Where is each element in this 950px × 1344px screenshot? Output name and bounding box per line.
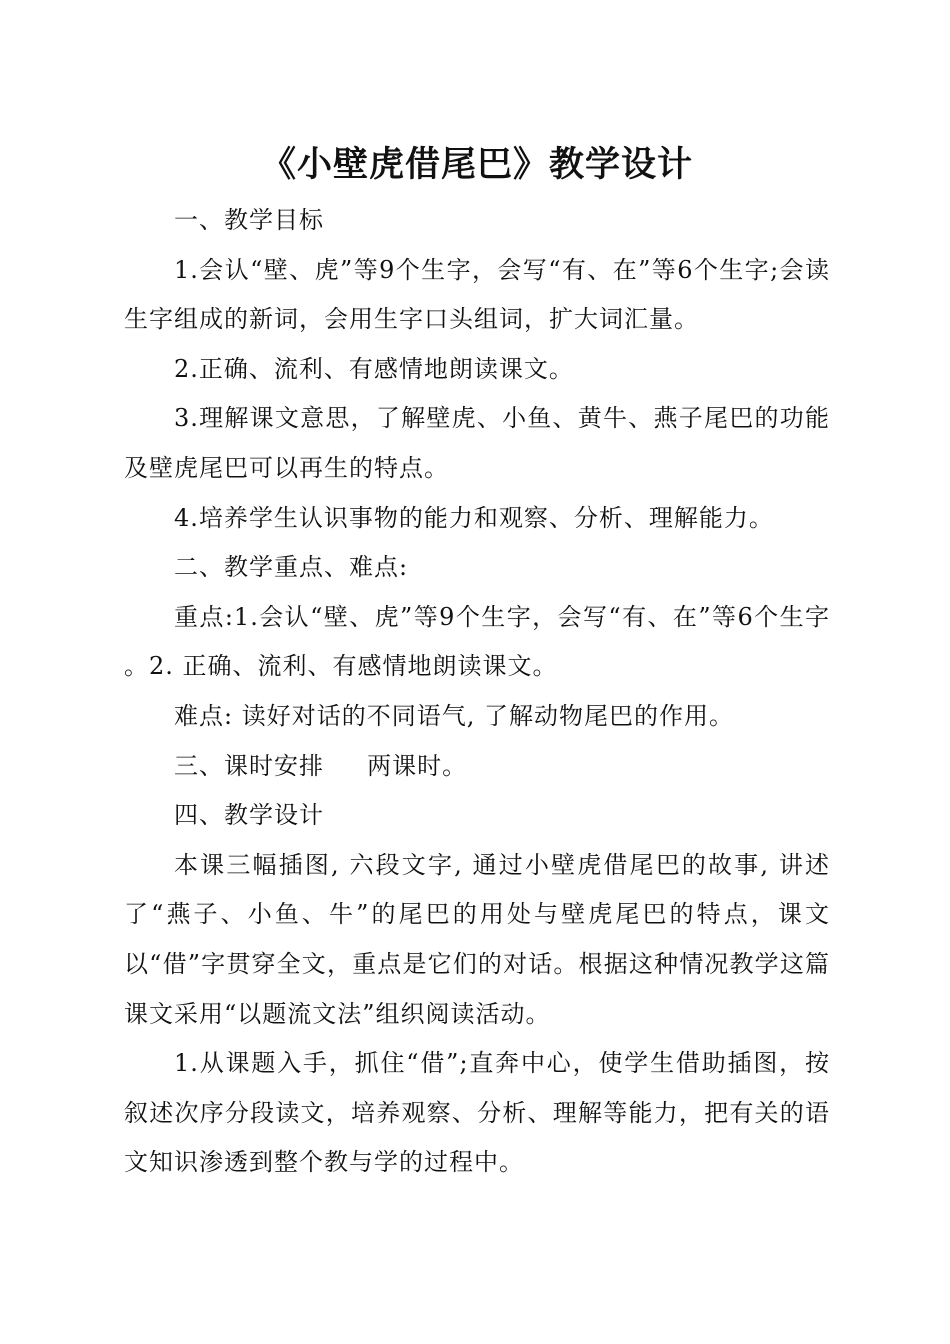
objective-1: 1.会认“壁、虎”等9个生字，会写“有、在”等6个生字;会读生字组成的新词，会用生字口头组词，扩大词汇量。 (124, 255, 830, 334)
section-heading-schedule: 三、课时安排 两课时。 (174, 751, 468, 780)
section-heading-key-points: 二、教学重点、难点: (174, 553, 409, 582)
difficult-points: 难点: 读好对话的不同语气, 了解动物尾巴的作用。 (174, 701, 734, 730)
design-overview: 本课三幅插图, 六段文字, 通过小壁虎借尾巴的故事, 讲述了“燕子、小鱼、牛”的尾巴的用处与壁虎尾巴的特点，课文以“借”字贯穿全文，重点是它们的对话。根据这种情况教学这篇课文采用“以题流文法”组织阅读活动。 (124, 850, 830, 1028)
objective-2: 2.正确、流利、有感情地朗读课文。 (174, 354, 574, 383)
section-heading-objectives: 一、教学目标 (174, 206, 324, 234)
document-title: 《小壁虎借尾巴》教学设计 (260, 144, 693, 185)
document-page (124, 140, 839, 1188)
key-points: 重点:1.会认“壁、虎”等9个生字，会写“有、在”等6个生字 。2. 正确、流利、有感情地朗读课文。 (124, 602, 839, 681)
design-step-1: 1.从课题入手，抓住“借”;直奔中心，使学生借助插图，按叙述次序分段读文，培养观察、分析、理解等能力，把有关的语文知识渗透到整个教与学的过程中。 (124, 1049, 830, 1177)
objective-4: 4.培养学生认识事物的能力和观察、分析、理解能力。 (174, 503, 774, 532)
section-heading-design: 四、教学设计 (174, 801, 324, 830)
objective-3: 3.理解课文意思，了解壁虎、小鱼、黄牛、燕子尾巴的功能及壁虎尾巴可以再生的特点。 (124, 404, 830, 482)
